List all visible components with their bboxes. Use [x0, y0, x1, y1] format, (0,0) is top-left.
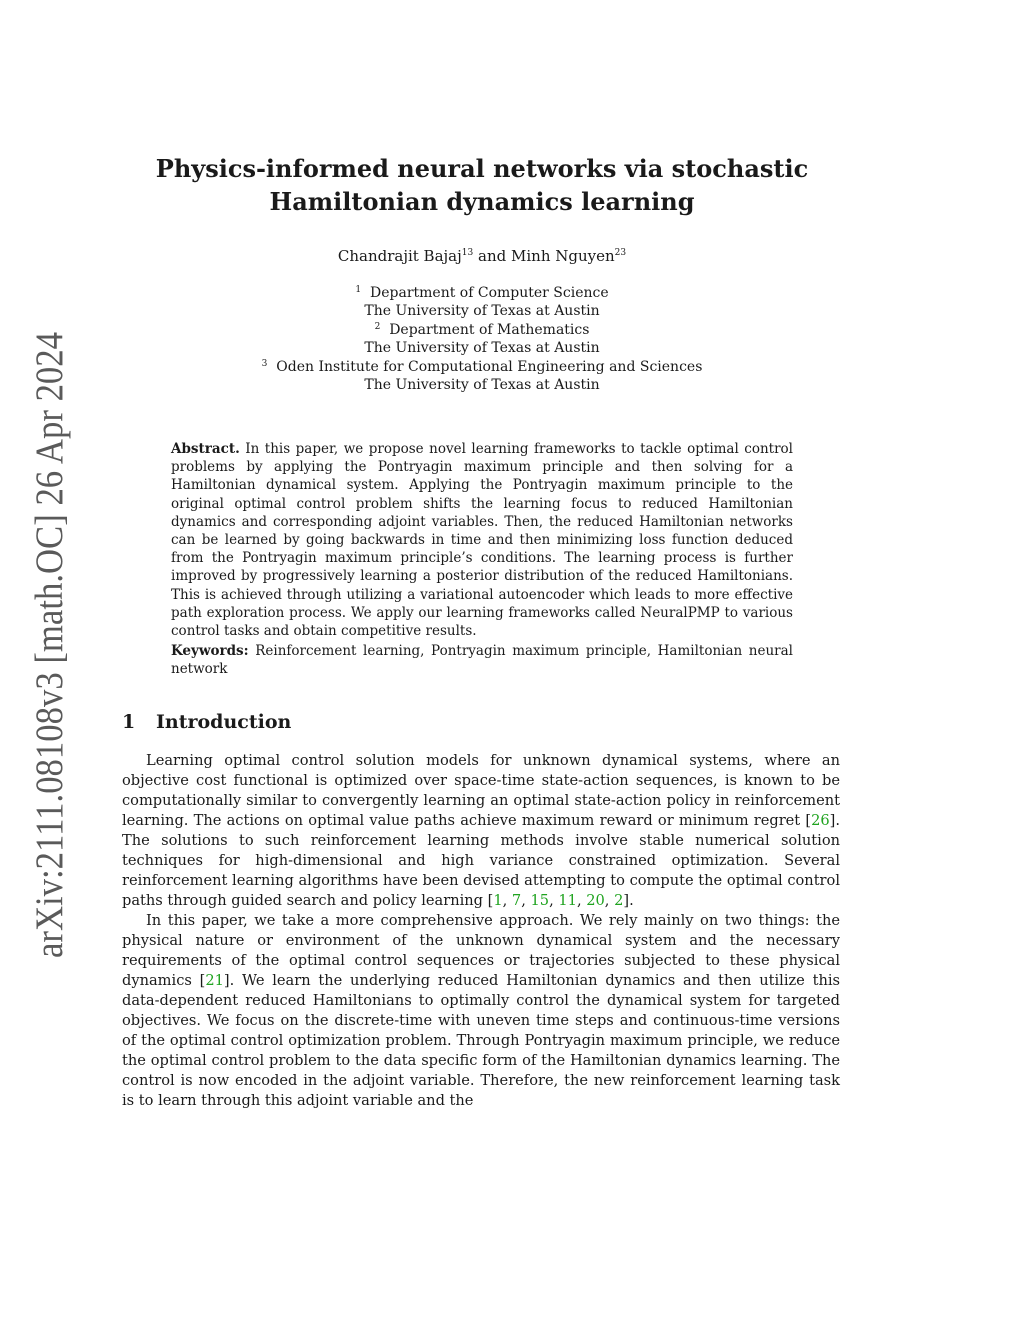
affil-sup: 3: [261, 358, 268, 369]
citation-link[interactable]: 2: [614, 892, 624, 909]
affiliations: [150, 284, 814, 394]
citation-link[interactable]: 7: [511, 892, 522, 909]
paper-title: [150, 152, 814, 218]
paragraph: Learning optimal control solution models for unknown dynamical systems, where an objective cost functional is optimized over space-time state-action sequences, is known to be computationally similar to convergently learning an optimal state-action policy in reinforcement learning. The actions on optimal value paths achieve maximum reward or minimum regret [26]. The solutions to such reinforcement learning methods involve stable numerical solution techniques for high-dimensional and high variance constrained optimization. Several reinforcement learning algorithms have been devised attempting to compute the optimal control paths through guided search and policy learning [1, 7, 15, 11, 20, 2].: [122, 752, 840, 909]
affil-text: Oden Institute for Computational Engineering and Sciences: [276, 358, 703, 375]
citation-link[interactable]: 21: [205, 972, 224, 989]
affil-text: The University of Texas at Austin: [364, 340, 600, 357]
arxiv-stamp: [18, 330, 78, 960]
keywords-text: Reinforcement learning, Pontryagin maximum principle, Hamiltonian neural network: [171, 643, 793, 678]
title-line-1: Physics-informed neural networks via stochastic: [155, 154, 809, 183]
paragraph-text: ].: [623, 892, 634, 909]
affiliation-line: [150, 358, 814, 376]
citation-link[interactable]: 11: [558, 892, 577, 909]
paragraph: [122, 911, 840, 1111]
author-list: [150, 246, 814, 266]
affiliation-line: [150, 302, 814, 320]
keywords: [171, 642, 793, 678]
author-affil-sup: 23: [614, 248, 627, 258]
abstract-text: In this paper, we propose novel learning frameworks to tackle optimal control problems by applying the Pontryagin maximum principle and then solving for a Hamiltonian dynamical system. Applying the Pontryagin maximum principle to the original optimal control problem shifts the learning focus to reduced Hamiltonian dynamics and corresponding adjoint variables. Then, the reduced Hamiltonian networks can be learned by going backwards in time and then minimizing loss function deduced from the Pontryagin maximum principle’s conditions. The learning process is further improved by progressively learning a posterior distribution of the reduced Hamiltonians. This is achieved through utilizing a variational autoencoder which leads to more effective path exploration process. We apply our learning frameworks called NeuralPMP to various control tasks and obtain competitive results.: [171, 441, 793, 640]
intro-body: [122, 751, 840, 1111]
author-name: Minh Nguyen: [511, 247, 615, 265]
affil-text: The University of Texas at Austin: [364, 377, 600, 394]
keywords-label: Keywords:: [171, 643, 249, 659]
paragraph-text: In this paper, we take a more comprehensive approach. We rely mainly on two things: the physical nature or environment of the unknown dynamical system and the necessary requirements of the optimal control sequences or trajectories subjected to these physical dynamics [: [122, 912, 840, 989]
affiliation-line: [150, 376, 814, 394]
citation-link[interactable]: 20: [586, 892, 605, 909]
section-number: 1: [122, 711, 136, 733]
title-line-2: Hamiltonian dynamics learning: [269, 187, 695, 216]
abstract-label: Abstract.: [171, 441, 240, 457]
author-name: Chandrajit Bajaj: [337, 247, 462, 265]
affil-sup: 2: [374, 321, 381, 332]
author-affil-sup: 13: [461, 248, 474, 258]
section-title: Introduction: [156, 711, 292, 733]
arxiv-id: arXiv:2111.08108v3 [math.OC] 26 Apr 2024: [28, 330, 71, 958]
citation-link[interactable]: 15: [530, 892, 550, 909]
affil-sup: 1: [355, 285, 362, 295]
citation-link[interactable]: 1: [493, 892, 503, 909]
affil-text: The University of Texas at Austin: [364, 303, 600, 320]
affil-text: Department of Mathematics: [389, 321, 590, 338]
paragraph-text: Learning optimal control solution models for unknown dynamical systems, where an objective cost functional is optimized over space-time state-action sequences, is known to be computationally similar to convergently learning an optimal state-action policy in reinforcement learning. The actions on optimal value paths achieve maximum reward or minimum regret [: [122, 752, 840, 829]
affiliation-line: [150, 339, 814, 357]
abstract: [171, 440, 793, 640]
affiliation-line: [150, 321, 814, 339]
citation-link[interactable]: 26: [811, 812, 830, 829]
section-heading: [122, 710, 291, 734]
affil-text: Department of Computer Science: [370, 285, 609, 301]
paragraph-text: ]. We learn the underlying reduced Hamiltonian dynamics and then utilize this data-dependent reduced Hamiltonians to optimally control the dynamical system for targeted objectives. We focus on the discrete-time with uneven time steps and continuous-time versions of the optimal control optimization problem. Through Pontryagin maximum principle, we reduce the optimal control problem to the data specific form of the Hamiltonian dynamics learning. The control is now encoded in the adjoint variable. Therefore, the new reinforcement learning task is to learn through this adjoint variable and the: [122, 972, 840, 1109]
paragraph-text: ]. The solutions to such reinforcement learning methods involve stable numerical solution techniques for high-dimensional and high variance constrained optimization. Several reinforcement learning algorithms have been devised attempting to compute the optimal control paths through guided search and policy learning [: [122, 812, 840, 909]
author-conjunction: and: [478, 247, 507, 265]
affiliation-line: [150, 284, 814, 302]
